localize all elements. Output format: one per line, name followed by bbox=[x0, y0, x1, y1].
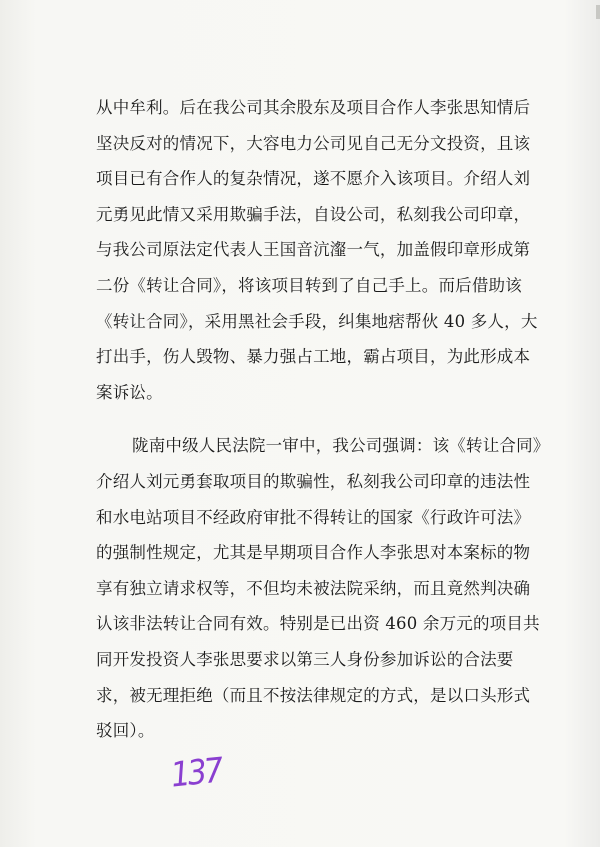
text-line: 驳回）。 bbox=[96, 721, 155, 741]
text-line: 与我公司原法定代表人王国音沆瀣一气，加盖假印章形成第 bbox=[96, 240, 531, 260]
text-line: 元勇见此情又采用欺骗手法，自设公司，私刻我公司印章， bbox=[96, 204, 531, 224]
text-line: 坚决反对的情况下，大容电力公司见自己无分文投资，且该 bbox=[96, 133, 531, 153]
text-line: 二份《转让合同》，将该项目转到了自己手上。而后借助该 bbox=[96, 275, 522, 295]
scan-edge-mark bbox=[596, 5, 600, 19]
handwritten-page-number: 137 bbox=[168, 750, 224, 796]
text-line: 求，被无理拒绝（而且不按法律规定的方式，是以口头形式 bbox=[96, 685, 531, 705]
text-line: 打出手，伤人毁物、暴力强占工地，霸占项目，为此形成本 bbox=[96, 347, 531, 367]
text-line: 和水电站项目不经政府审批不得转让的国家《行政许可法》 bbox=[96, 507, 531, 527]
text-line: 的强制性规定，尤其是早期项目合作人李张思对本案标的物 bbox=[96, 543, 531, 563]
text-line: 享有独立请求权等，不但均未被法院采纳，而且竟然判决确 bbox=[96, 578, 531, 598]
text-line: 陇南中级人民法院一审中，我公司强调：该《转让合同》 bbox=[132, 436, 550, 456]
text-line: 介绍人刘元勇套取项目的欺骗性，私刻我公司印章的违法性 bbox=[96, 471, 531, 491]
text-line: 案诉讼。 bbox=[96, 382, 163, 402]
text-line: 认该非法转让合同有效。特别是已出资 460 余万元的项目共 bbox=[96, 614, 540, 634]
text-line: 项目已有合作人的复杂情况，遂不愿介入该项目。介绍人刘 bbox=[96, 169, 531, 189]
text-line: 同开发投资人李张思要求以第三人身份参加诉讼的合法要 bbox=[96, 649, 514, 669]
body-text bbox=[96, 90, 550, 749]
text-line: 从中牟利。后在我公司其余股东及项目合作人李张思知情后 bbox=[96, 98, 531, 117]
text-line: 《转让合同》，采用黑社会手段，纠集地痞帮伙 40 多人，大 bbox=[96, 311, 538, 331]
